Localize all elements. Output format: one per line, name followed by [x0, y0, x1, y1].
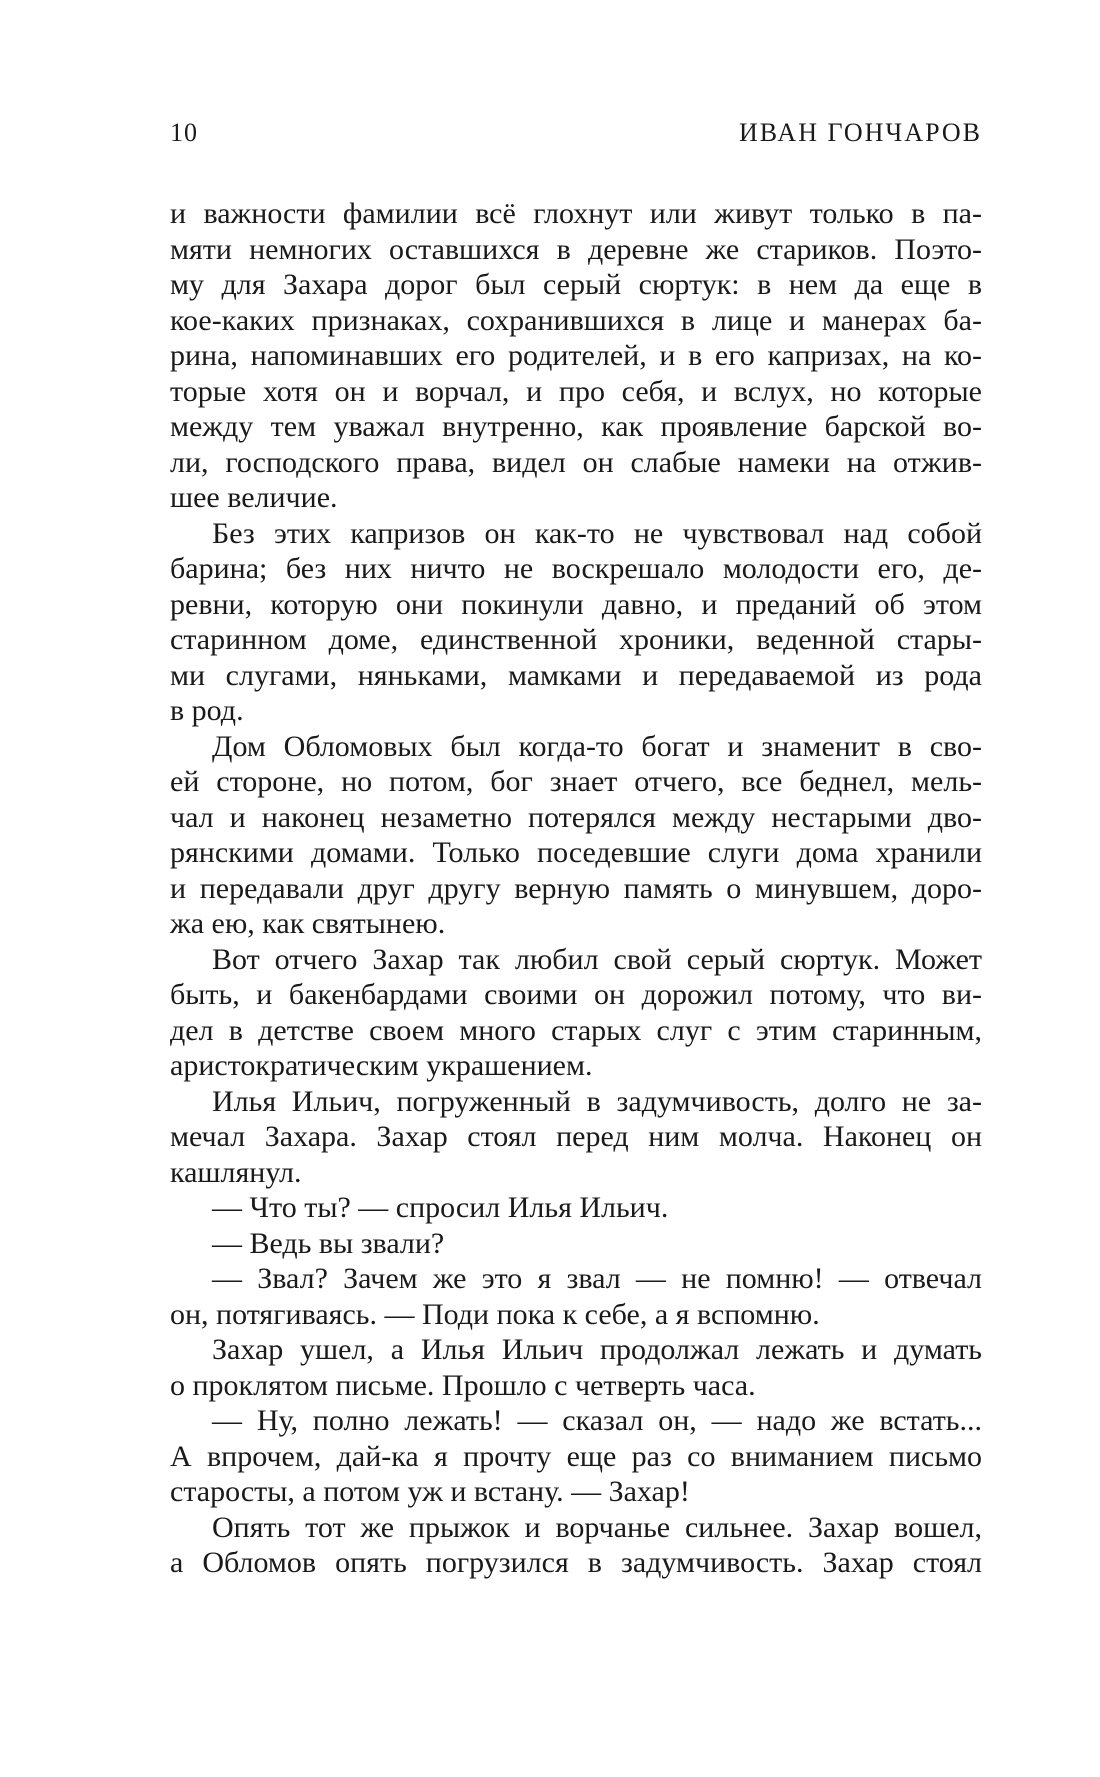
text-line: торые хотя он и ворчал, и про себя, и вслух, но которые — [170, 374, 982, 408]
text-line: жа ею, как святынею. — [170, 907, 446, 940]
text-line: барина; без них ничто не воскрешало молодости его, де- — [170, 552, 982, 585]
text-line: и важности фамилии всё глохнут или живут только в па- — [170, 197, 982, 230]
text-line: Вот отчего Захар так любил свой серый сюртук. Может — [212, 942, 982, 976]
text-line: в род. — [170, 694, 244, 727]
text-line: — Что ты? — спросил Илья Ильич. — [212, 1191, 669, 1224]
paragraph — [170, 1332, 982, 1403]
paragraph — [170, 1190, 982, 1226]
running-head-author: ИВАН ГОНЧАРОВ — [738, 118, 982, 147]
text-line: — Ведь вы звали? — [212, 1226, 445, 1260]
text-line: — Ну, полно лежать! — сказал он, — надо же встать... — [212, 1404, 982, 1437]
running-head — [170, 118, 982, 148]
text-line: — Звал? Зачем же это я звал — не помню! — отвечал — [212, 1262, 982, 1295]
text-line: мечал Захара. Захар стоял перед ним молча. Наконец он — [170, 1120, 982, 1153]
text-line: о проклятом письме. Прошло с четверть часа. — [170, 1368, 756, 1402]
paragraph — [170, 1226, 982, 1262]
paragraph — [170, 1084, 982, 1191]
paragraph — [170, 1403, 982, 1510]
text-line: А впрочем, дай-ка я прочту еще раз со вниманием письмо — [170, 1439, 982, 1473]
text-line: между тем уважал внутренно, как проявление барской во- — [170, 410, 982, 443]
text-line: дел в детстве своем много старых слуг с этим старинным, — [170, 1013, 982, 1047]
text-line: он, потягиваясь. — Поди пока к себе, а я вспомню. — [170, 1297, 820, 1331]
text-line: Илья Ильич, погруженный в задумчивость, долго не за- — [212, 1084, 982, 1118]
text-line: Дом Обломовых был когда-то богат и знаменит в сво- — [212, 729, 982, 763]
text-line: ми слугами, няньками, мамками и передаваемой из рода — [170, 658, 982, 692]
paragraph — [170, 1510, 982, 1581]
text-line: а Обломов опять погрузился в задумчивость. Захар стоял — [170, 1546, 982, 1579]
text-body — [170, 196, 982, 1581]
text-line: и передавали друг другу верную память о минувшем, доро- — [170, 871, 982, 905]
text-line: кое-каких признаках, сохранившихся в лице и манерах ба- — [170, 303, 982, 337]
paragraph — [170, 1261, 982, 1332]
paragraph — [170, 196, 982, 516]
text-line: старосты, а потом уж и встану. — Захар! — [170, 1475, 690, 1508]
text-line: аристократическим украшением. — [170, 1049, 593, 1082]
text-line: мяти немногих оставшихся в деревне же стариков. Поэто- — [170, 232, 982, 266]
text-line: ли, господского права, видел он слабые намеки на отжив- — [170, 445, 982, 479]
paragraph — [170, 729, 982, 942]
text-line: старинном доме, единственной хроники, веденной стары- — [170, 623, 982, 656]
text-line: быть, и бакенбардами своими он дорожил потому, что ви- — [170, 978, 982, 1011]
text-line: кашлянул. — [170, 1155, 302, 1189]
text-line: ревни, которую они покинули давно, и преданий об этом — [170, 587, 982, 621]
text-line: Захар ушел, а Илья Ильич продолжал лежать и думать — [212, 1333, 982, 1366]
text-line: му для Захара дорог был серый сюртук: в нем да еще в — [170, 268, 982, 301]
text-line: Опять тот же прыжок и ворчанье сильнее. Захар вошел, — [212, 1510, 982, 1544]
page-number: 10 — [170, 118, 198, 147]
text-line: шее величие. — [170, 481, 338, 514]
paragraph — [170, 516, 982, 729]
text-line: рянскими домами. Только поседевшие слуги дома хранили — [170, 836, 982, 869]
text-line: ей стороне, но потом, бог знает отчего, все беднел, мель- — [170, 765, 982, 798]
paragraph — [170, 942, 982, 1084]
text-line: чал и наконец незаметно потерялся между нестарыми дво- — [170, 800, 982, 834]
text-line: рина, напоминавших его родителей, и в его капризах, на ко- — [170, 339, 982, 372]
text-line: Без этих капризов он как-то не чувствовал над собой — [212, 516, 982, 550]
